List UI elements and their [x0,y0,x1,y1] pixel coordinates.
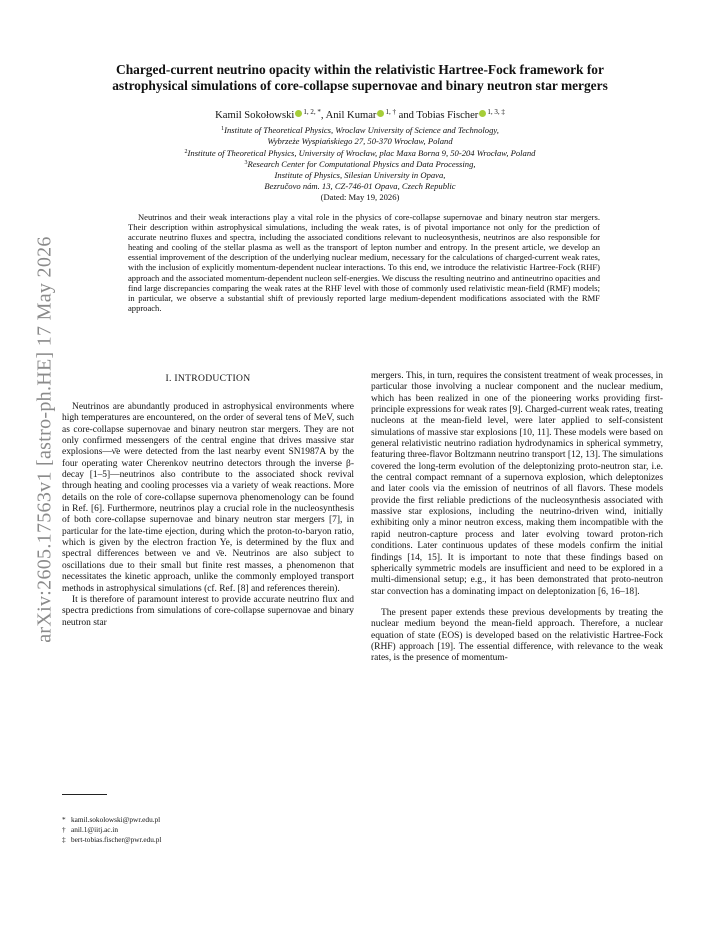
author-separator: , [320,110,324,121]
affiliation-text: Bezručovo nám. 13, CZ-746-01 Opava, Czech Republic [264,180,456,191]
author-list [60,108,660,121]
title-line-2: astrophysical simulations of core-collapse supernovae and binary neutron star mergers [112,77,608,93]
section-heading: I. INTRODUCTION [165,373,251,384]
affiliation-sup: 3 [244,160,248,167]
orcid-icon[interactable] [377,110,384,117]
footnote-rule [62,794,107,795]
right-column [371,371,663,665]
author-2-name: Anil Kumar [325,110,377,121]
affiliation-line [60,136,660,147]
affiliation-line [60,158,660,170]
footnote-email[interactable]: kamil.sokolowski@pwr.edu.pl [71,815,161,824]
footnote [62,815,354,825]
title-line-1: Charged-current neutrino opacity within the relativistic Hartree-Fock framework for [116,62,604,77]
affiliation-text: Institute of Theoretical Physics, University of Wrocław, plac Maxa Borna 9, 50-204 Wrocław, Poland [187,147,536,158]
arxiv-side-label: arXiv:2605.17563v1 [astro-ph.HE] 17 May 2026 [33,236,56,643]
affiliation-line [60,147,660,159]
affiliation-line [60,124,660,136]
left-column [62,402,354,629]
footnote-mark: † [62,825,66,834]
abstract: Neutrinos and their weak interactions play a vital role in the physics of core-collapse supernovae and binary neutron star mergers. Their description within astrophysical simulations, including the weak rates, is of pivotal importance not only for the prediction of accurate neutrino fluxes and spectra, including the associated conditions relevant to nucleosynthesis, neutrinos are also responsible for heating and cooling of the stellar plasma as well as the transport of lepton number and entropy. In the present article, we develop an essential improvement of the description of the underlying nuclear medium, necessary for the calculations of charged-current weak rates, with the inclusion of explicitly momentum-dependent nuclear interactions. To this end, we introduce the relativistic Hartree-Fock (RHF) approach and the associated momentum-dependent nucleon self-energies. We discuss the resulting neutrino and antineutrino opacities and find large discrepancies comparing the weak rates at the RHF level with those of commonly used relativistic mean-field (RMF) models; in particular, we observe a substantial shift of previously reported large medium-dependent modifications associated with the RMF approach. [128,212,600,313]
affiliation-line [60,170,660,181]
author-and: and [398,110,414,121]
orcid-icon[interactable] [295,110,302,117]
footnotes [62,815,354,845]
date-line: (Dated: May 19, 2026) [320,191,400,202]
author-3-name: Tobias Fischer [416,110,479,121]
affiliation-text: Research Center for Computational Physics and Data Processing, [247,159,476,170]
footnote-email[interactable]: anil.1@iitj.ac.in [71,825,119,834]
affiliations [60,124,660,203]
footnote-email[interactable]: bert-tobias.fischer@pwr.edu.pl [71,835,162,844]
footnote-mark: ‡ [62,835,66,844]
affiliation-text: Institute of Physics, Silesian University in Opava, [274,170,446,181]
footnote-mark: * [62,815,66,824]
affiliation-text: Wybrzeże Wyspiańskiego 27, 50-370 Wrocław, Poland [267,135,453,146]
paper-title [60,62,660,93]
paragraph: Neutrinos are abundantly produced in astrophysical environments where high temperatures are encountered, on the order of several tens of MeV, such as core-collapse supernovae and binary neutron star mergers. They are not only confirmed messengers of the central engine that drives massive star explosions—ν̄e were detected from the last nearby event SN1987A by the four operating water Cherenkov neutrino detectors through the inverse β-decay [1–5]—neutrinos also contribute to the associated shock revival through heating and cooling processes via a variety of weak reactions. More details on the role of core-collapse supernova phenomenology can be found in Ref. [6]. Furthermore, neutrinos play a crucial role in the nucleosynthesis of both core-collapse supernovae and binary neutron star mergers [7], in particular for the late-time ejection, during which the proton-to-baryon ratio, which is given by the electron fraction Ye, is determined by the flux and spectral differences between νe and ν̄e. Neutrinos are also subject to oscillations due to their small but finite rest masses, a phenomenon that necessitates the kinetic approach, unlike the commonly employed transport methods in astrophysical simulations (cf. Ref. [8] and references therein). [62,402,354,594]
paragraph: mergers. This, in turn, requires the consistent treatment of weak processes, in particular those involving a nuclear component and the nuclear medium, which has been realized in one of the pioneering works providing first-principle expressions for weak rates [9]. Charged-current weak rates, treating nucleons at the mean-field level, were later applied to self-consistent simulations of massive star explosions [10, 11]. These models were based on general relativistic neutrino radiation hydrodynamics in spherical symmetry, featuring three-flavor Boltzmann neutrino transport [12, 13]. The simulations covered the long-term evolution of the deleptonizing proto-neutron star, i.e. the central compact remnant of a supernova explosion, which deleptonizes and later cools via the emission of neutrinos of all flavors. These models provide the first reliable predictions of the nucleosynthesis associated with massive star explosions, including the neutrino-driven wind, initially exhibiting only a minor neutron excess, making them incompatible with the rapid neutron-capture process and later evolving toward proton-rich conditions. Later continuous updates of these models confirm the initial findings [14, 15]. It is important to note that these findings based on spherically symmetric models are insufficient and need to be explored in a multi-dimensional setup; e.g., it has been demonstrated that proto-neutron star convection has a dominating impact on deleptonization [6, 16–18]. [371,371,663,597]
footnote [62,835,354,845]
footnote [62,825,354,835]
affiliation-text: Institute of Theoretical Physics, Wroclaw University of Science and Technology, [224,125,499,135]
orcid-icon[interactable] [479,110,486,117]
paragraph: The present paper extends these previous developments by treating the nuclear medium beyond the mean-field approach. Therefore, a nuclear equation of state (EOS) is developed based on the relativistic Hartree-Fock (RHF) approach [19]. The essential difference, with relevance to the weak rates, is the presence of momentum- [371,607,663,664]
affiliation-line [60,181,660,192]
author-1-name: Kamil Sokołowski [215,110,295,121]
author-3-sup: 1, 3, ‡ [487,108,505,116]
author-2-sup: 1, † [385,108,396,116]
affiliation-sup: 2 [184,148,188,155]
affiliation-sup: 1 [221,126,225,132]
paragraph: It is therefore of paramount interest to provide accurate neutrino flux and spectra predictions from simulations of core-collapse supernovae and binary neutron star [62,594,354,628]
author-1-sup: 1, 2, * [303,108,321,116]
